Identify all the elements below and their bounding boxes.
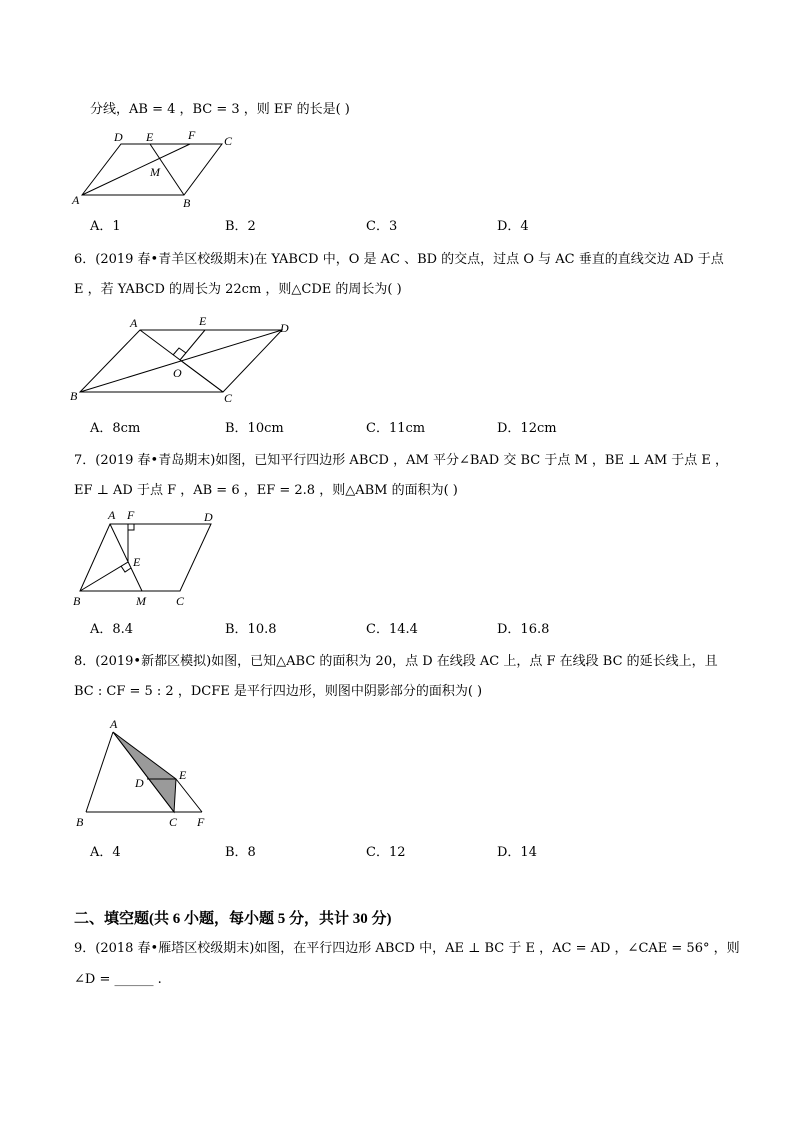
q5-option-d[interactable]: D．4 xyxy=(497,219,529,234)
q5-label-m: M xyxy=(150,165,160,179)
q9-text-line1: 9．(2018 春•雁塔区校级期末)如图，在平行四边形 ABCD 中，AE ⊥ BC 于 E ，AC = AD ，∠CAE = 56° ，则 xyxy=(74,941,740,956)
q8-option-c[interactable]: C．12 xyxy=(366,845,406,860)
q7-label-b: B xyxy=(73,594,81,608)
q7-option-b[interactable]: B．10.8 xyxy=(225,622,277,637)
q6-label-o: O xyxy=(173,366,182,380)
q5-text: 分线，AB = 4 ，BC = 3 ，则 EF 的长是( ) xyxy=(90,102,350,117)
q8-label-e: E xyxy=(179,768,187,782)
q8-text-line1: 8．(2019•新都区模拟)如图，已知△ABC 的面积为 20，点 D 在线段 AC 上，点 F 在线段 BC 的延长线上，且 xyxy=(74,654,718,669)
q5-option-b[interactable]: B．2 xyxy=(225,219,256,234)
q6-label-e: E xyxy=(199,314,207,328)
q5-figure xyxy=(70,125,240,210)
q7-option-c[interactable]: C．14.4 xyxy=(366,622,418,637)
q8-option-d[interactable]: D．14 xyxy=(497,845,537,860)
q6-text-line2: E ，若 YABCD 的周长为 22cm ，则△CDE 的周长为( ) xyxy=(74,282,402,297)
section-heading-fill-in: 二、填空题(共 6 小题，每小题 5 分，共计 30 分) xyxy=(74,911,392,927)
q7-text-line1: 7．(2019 春•青岛期末)如图，已知平行四边形 ABCD ，AM 平分∠BAD 交 BC 于点 M ，BE ⊥ AM 于点 E ， xyxy=(74,453,729,468)
q5-label-b: B xyxy=(183,196,191,210)
q9-text-line2: ∠D = ______ . xyxy=(74,972,162,987)
q6-label-c: C xyxy=(224,391,233,405)
q7-label-f: F xyxy=(127,508,135,522)
q7-text-line2: EF ⊥ AD 于点 F ，AB = 6 ，EF = 2.8 ，则△ABM 的面积为( ) xyxy=(74,483,458,498)
q6-option-c[interactable]: C．11cm xyxy=(366,421,426,436)
q5-option-c[interactable]: C．3 xyxy=(366,219,398,234)
q7-label-a: A xyxy=(108,508,116,522)
q6-label-a: A xyxy=(130,316,138,330)
q5-label-d: D xyxy=(114,130,123,144)
q7-label-c: C xyxy=(176,594,185,608)
q7-label-e: E xyxy=(133,555,141,569)
q8-option-b[interactable]: B．8 xyxy=(225,845,256,860)
q6-text-line1: 6．(2019 春•青羊区校级期末)在 YABCD 中，O 是 AC 、BD 的交点，过点 O 与 AC 垂直的直线交边 AD 于点 xyxy=(74,252,724,267)
q6-option-a[interactable]: A．8cm xyxy=(90,421,141,436)
q5-label-e: E xyxy=(146,130,154,144)
q8-label-f: F xyxy=(197,815,205,829)
q8-label-d: D xyxy=(135,776,144,790)
q8-figure xyxy=(68,712,228,834)
q5-label-c: C xyxy=(224,134,233,148)
q8-option-a[interactable]: A．4 xyxy=(90,845,121,860)
q8-text-line2: BC : CF = 5 : 2 ，DCFE 是平行四边形，则图中阴影部分的面积为( ) xyxy=(74,684,483,699)
q7-option-a[interactable]: A．8.4 xyxy=(90,622,134,637)
q5-label-a: A xyxy=(72,193,80,207)
q5-option-a[interactable]: A．1 xyxy=(90,219,121,234)
q6-figure xyxy=(68,310,308,410)
q6-label-b: B xyxy=(70,389,78,403)
q8-label-b: B xyxy=(76,815,84,829)
q8-label-a: A xyxy=(110,717,118,731)
q7-figure xyxy=(68,506,228,611)
q7-label-d: D xyxy=(204,510,213,524)
q6-option-d[interactable]: D．12cm xyxy=(497,421,557,436)
q5-label-f: F xyxy=(188,128,196,142)
q8-label-c: C xyxy=(169,815,178,829)
q7-label-m: M xyxy=(136,594,146,608)
q6-label-d: D xyxy=(280,321,289,335)
q7-option-d[interactable]: D．16.8 xyxy=(497,622,550,637)
q6-option-b[interactable]: B．10cm xyxy=(225,421,284,436)
